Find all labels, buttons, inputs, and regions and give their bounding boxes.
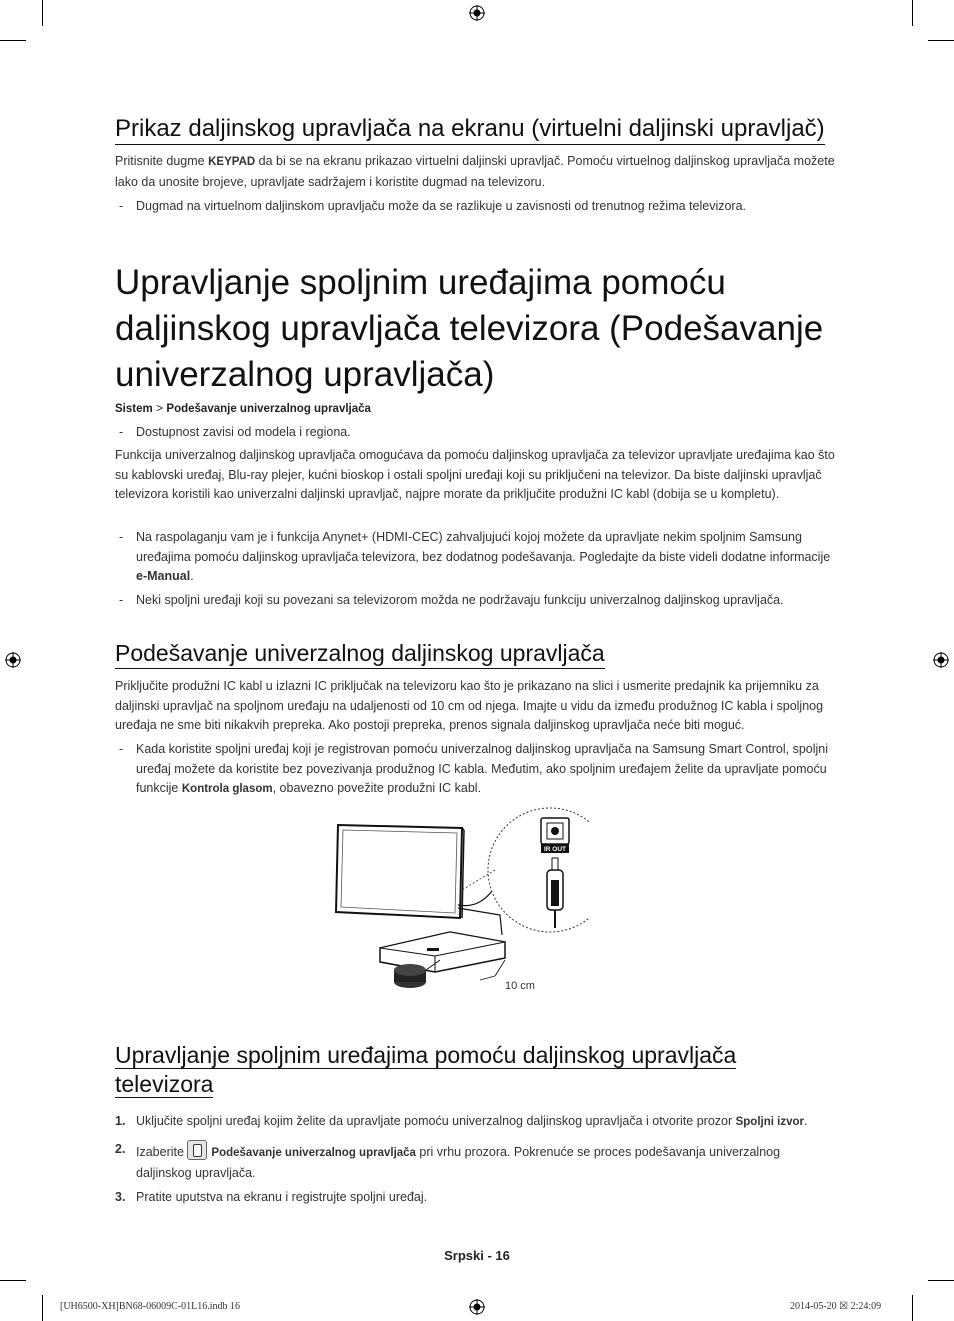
step-item: 1. Uključite spoljni uređaj kojim želite da upravljate pomoću univerzalnog daljinskog upravljača i otvorite prozor Spoljni izvor.	[115, 1114, 808, 1128]
ir-cable-illustration	[330, 800, 590, 1000]
voice-control-key: Kontrola glasom	[181, 783, 273, 795]
menu-path: Sistem > Podešavanje univerzalnog upravljača	[115, 401, 371, 415]
crop-mark	[42, 1295, 43, 1321]
section-title-setup: Podešavanje univerzalnog daljinskog upravljača	[115, 639, 605, 669]
crop-mark	[0, 40, 26, 41]
section-title-universal-remote: Upravljanje spoljnim uređajima pomoću daljinskog upravljača televizora (Podešavanje univerzalnog upravljača)	[115, 263, 824, 394]
zoom-circle	[488, 808, 590, 932]
registration-mark-icon	[469, 1299, 485, 1315]
registration-mark-icon	[933, 652, 949, 668]
note-item: - Dugmad na virtuelnom daljinskom upravljaču može da se razlikuje u zavisnosti od trenutnog režima televizora.	[119, 199, 747, 213]
universal-remote-setup-icon	[187, 1140, 207, 1160]
step-item: 3. Pratite uputstva na ekranu i registrujte spoljni uređaj.	[115, 1190, 428, 1204]
crop-mark	[0, 1280, 26, 1281]
menu-path-item: Sistem	[115, 403, 153, 415]
emanual-ref: e-Manual	[136, 569, 191, 583]
footer-date: 2014-05-20 ☒ 2:24:09	[790, 1301, 882, 1312]
ir-out-label: IR OUT	[543, 846, 567, 853]
keypad-key: KEYPAD	[208, 156, 256, 168]
note-item: - Kada koristite spoljni uređaj koji je registrovan pomoću univerzalnog daljinskog upravljača na Samsung Smart Control, spoljni uređaj možete da koristite bez povezivanja produžnog IC kabla. Međutim, ako spoljnim uređajem želite da upravljate pomoću funkcije Kontrola glasom, obavezno povežite produžni IC kabl.	[119, 742, 829, 795]
crop-mark	[912, 0, 913, 26]
paragraph: Pritisnite dugme KEYPAD da bi se na ekranu prikazao virtuelni daljinski upravljač. Pomoću virtuelnog daljinskog upravljača možete lako da unosite brojeve, upravljate sadržajem i koristite dugmad na televizoru.	[115, 154, 835, 189]
ir-out-port	[541, 818, 569, 853]
paragraph: Priključite produžni IC kabl u izlazni IC priključak na televizoru kao što je prikazano na slici i usmerite predajnik ka prijemniku za daljinski upravljač na spoljnom uređaju na udaljenosti od 10 cm od njega. Imajte u vidu da između produžnog IC kabla i spoljnog uređaja ne sme biti nikakvih prepreka. Ako postoji prepreka, prenos signala daljinskog upravljača neće biti moguć.	[115, 679, 824, 732]
registration-mark-icon	[469, 5, 485, 21]
note-item: - Dostupnost zavisi od modela i regiona.	[119, 425, 351, 439]
tv-illustration	[336, 825, 464, 918]
menu-path-item: Podešavanje univerzalnog upravljača	[166, 403, 371, 415]
crop-mark	[912, 1295, 913, 1321]
page-number: Srpski - 16	[444, 1248, 510, 1263]
section-title-virtual-remote: Prikaz daljinskog upravljača na ekranu (virtuelni daljinski upravljač)	[115, 114, 825, 145]
step-item: 2. Izaberite Podešavanje univerzalnog upravljača pri vrhu prozora. Pokrenuće se proces podešavanja univerzalnog daljinskog upravljača.	[115, 1142, 781, 1180]
crop-mark	[42, 0, 43, 26]
note-item: - Neki spoljni uređaji koji su povezani sa televizorom možda ne podržavaju funkciju univerzalnog daljinskog upravljača.	[119, 593, 784, 607]
paragraph: Funkcija univerzalnog daljinskog upravljača omogućava da pomoću daljinskog upravljača za televizor upravljate uređajima kao što su kablovski uređaj, Blu-ray plejer, kućni bioskop i ostali spoljni uređaji koji su priključeni na televizor. Da biste daljinski upravljač televizora koristili kao univerzalni daljinski upravljač, najpre morate da priključite produžni IC kabl (dobija se u kompletu).	[115, 448, 835, 501]
section-title-control-external: Upravljanje spoljnim uređajima pomoću daljinskog upravljača televizora	[115, 1042, 737, 1097]
footer-file: [UH6500-XH]BN68-06009C-01L16.indb 16	[60, 1301, 240, 1312]
distance-label: 10 cm	[505, 980, 535, 992]
note-item: - Na raspolaganju vam je i funkcija Anynet+ (HDMI-CEC) zahvaljujući kojoj možete da upravljate nekim spoljnim Samsung uređajima pomoću daljinskog upravljača televizora, bez dodatnog podešavanja. Pogledajte da biste videli dodatne informacije e-Manual.	[119, 530, 831, 583]
crop-mark	[928, 40, 954, 41]
registration-mark-icon	[5, 652, 21, 668]
crop-mark	[928, 1280, 954, 1281]
